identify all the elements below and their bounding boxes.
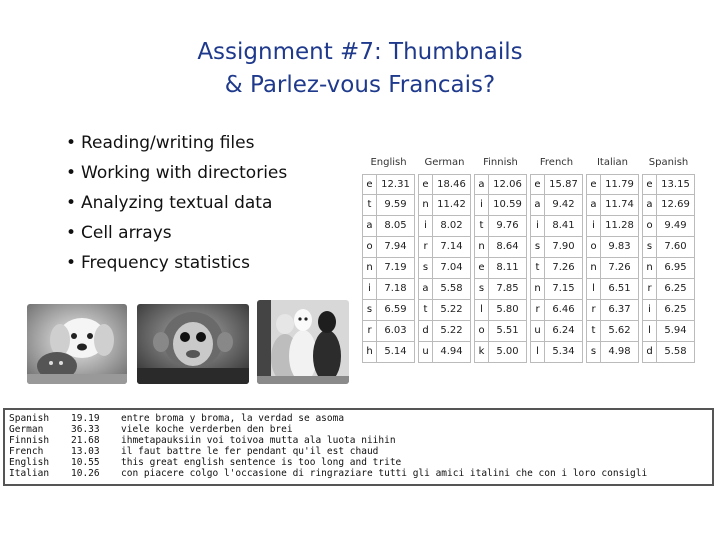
letter-cell: r (419, 237, 433, 257)
output-score: 13.03 (71, 446, 100, 457)
frequency-row (362, 216, 415, 237)
letter-cell: i (643, 300, 657, 320)
percent-cell: 9.59 (384, 199, 407, 210)
column-header: Finnish (483, 157, 518, 168)
letter-cell: r (531, 300, 545, 320)
output-language: Spanish (9, 413, 50, 424)
bullet-dot: • (66, 253, 77, 273)
frequency-row (586, 258, 639, 279)
percent-cell: 5.22 (440, 304, 463, 315)
letter-cell: e (363, 175, 377, 194)
frequency-row (642, 174, 695, 195)
percent-cell: 5.80 (496, 304, 519, 315)
percent-cell: 18.46 (437, 179, 466, 190)
output-language: Italian (9, 468, 50, 479)
output-row (9, 435, 708, 446)
output-language: Finnish (9, 435, 50, 446)
letter-cell: r (587, 300, 601, 320)
percent-cell: 5.94 (664, 325, 687, 336)
output-language: German (9, 424, 44, 435)
letter-cell: s (363, 300, 377, 320)
frequency-row (586, 279, 639, 300)
alpacas-image (257, 300, 349, 384)
frequency-row (362, 279, 415, 300)
output-language: French (9, 446, 44, 457)
percent-cell: 13.15 (661, 179, 690, 190)
frequency-row (362, 258, 415, 279)
letter-cell: n (587, 258, 601, 278)
percent-cell: 12.06 (493, 179, 522, 190)
bullet-item (66, 158, 287, 188)
puppy-kitten-image (27, 304, 127, 384)
bullet-text: Analyzing textual data (81, 193, 273, 213)
thumbnail-puppy-kitten (27, 304, 127, 384)
output-sentence: il faut battre le fer pendant qu'il est chaud (121, 446, 379, 457)
percent-cell: 11.74 (605, 199, 634, 210)
frequency-row (474, 300, 527, 321)
letter-cell: i (587, 216, 601, 236)
bullet-item (66, 248, 287, 278)
monkey-image (137, 304, 249, 384)
letter-cell: a (587, 195, 601, 215)
frequency-row (586, 237, 639, 258)
letter-cell: u (419, 342, 433, 362)
percent-cell: 7.26 (608, 262, 631, 273)
bullet-dot: • (66, 163, 77, 183)
output-score: 10.26 (71, 468, 100, 479)
percent-cell: 11.28 (605, 220, 634, 231)
frequency-row (530, 342, 583, 363)
frequency-row (642, 321, 695, 342)
output-sentence: ihmetapauksiin voi toivoa mutta ala luota niihin (121, 435, 396, 446)
column-header: French (539, 157, 574, 168)
output-score: 19.19 (71, 413, 100, 424)
percent-cell: 6.59 (384, 304, 407, 315)
output-row (9, 468, 708, 479)
letter-cell: t (419, 300, 433, 320)
percent-cell: 5.51 (496, 325, 519, 336)
output-row (9, 413, 708, 424)
frequency-row (362, 342, 415, 363)
bullet-text: Cell arrays (81, 223, 172, 243)
letter-cell: e (531, 175, 545, 194)
letter-cell: n (475, 237, 489, 257)
frequency-row (642, 300, 695, 321)
percent-cell: 7.15 (552, 283, 575, 294)
percent-cell: 8.11 (496, 262, 519, 273)
percent-cell: 8.41 (552, 220, 575, 231)
percent-cell: 5.14 (384, 346, 407, 357)
frequency-row (530, 300, 583, 321)
frequency-row (530, 237, 583, 258)
percent-cell: 4.94 (440, 346, 463, 357)
letter-cell: a (531, 195, 545, 215)
letter-cell: a (475, 175, 489, 194)
letter-cell: e (475, 258, 489, 278)
letter-cell: e (419, 175, 433, 194)
frequency-row (642, 279, 695, 300)
frequency-row (418, 258, 471, 279)
thumbnail-alpacas (257, 300, 349, 384)
frequency-column (530, 152, 583, 363)
frequency-row (418, 195, 471, 216)
output-sentence: entre broma y broma, la verdad se asoma (121, 413, 345, 424)
column-header: German (424, 157, 465, 168)
letter-cell: t (363, 195, 377, 215)
letter-cell: s (643, 237, 657, 257)
percent-cell: 5.58 (664, 346, 687, 357)
bullet-text: Working with directories (81, 163, 288, 183)
letter-cell: l (531, 342, 545, 362)
bullet-item (66, 188, 287, 218)
bullet-text: Reading/writing files (81, 133, 255, 153)
letter-cell: t (587, 321, 601, 341)
letter-cell: n (363, 258, 377, 278)
frequency-row (642, 342, 695, 363)
frequency-row (362, 300, 415, 321)
frequency-row (642, 258, 695, 279)
letter-cell: n (643, 258, 657, 278)
output-language: English (9, 457, 50, 468)
letter-cell: s (475, 279, 489, 299)
frequency-row (586, 216, 639, 237)
letter-cell: o (587, 237, 601, 257)
bullet-dot: • (66, 133, 77, 153)
percent-cell: 15.87 (549, 179, 578, 190)
percent-cell: 7.14 (440, 241, 463, 252)
percent-cell: 7.60 (664, 241, 687, 252)
frequency-row (474, 237, 527, 258)
frequency-row (642, 237, 695, 258)
output-sentence: this great english sentence is too long and trite (121, 457, 402, 468)
column-header: Italian (596, 157, 629, 168)
frequency-row (418, 300, 471, 321)
output-sentence: viele koche verderben den brei (121, 424, 293, 435)
frequency-row (530, 321, 583, 342)
frequency-row (362, 174, 415, 195)
percent-cell: 6.51 (608, 283, 631, 294)
percent-cell: 6.95 (664, 262, 687, 273)
frequency-row (418, 174, 471, 195)
percent-cell: 7.04 (440, 262, 463, 273)
frequency-row (474, 174, 527, 195)
output-score: 36.33 (71, 424, 100, 435)
frequency-row (474, 342, 527, 363)
language-detection-output (3, 408, 714, 486)
bullet-dot: • (66, 193, 77, 213)
output-score: 21.68 (71, 435, 100, 446)
percent-cell: 9.83 (608, 241, 631, 252)
frequency-row (530, 258, 583, 279)
frequency-row (474, 258, 527, 279)
percent-cell: 7.26 (552, 262, 575, 273)
thumbnail-monkey (137, 304, 249, 384)
percent-cell: 8.64 (496, 241, 519, 252)
title-line-1: Assignment #7: Thumbnails (197, 39, 523, 65)
letter-cell: o (363, 237, 377, 257)
title-line-2: & Parlez-vous Francais? (224, 72, 496, 98)
column-header: English (370, 157, 407, 168)
letter-cell: l (643, 321, 657, 341)
letter-cell: d (419, 321, 433, 341)
percent-cell: 12.31 (381, 179, 410, 190)
letter-cell: n (531, 279, 545, 299)
output-row (9, 457, 708, 468)
percent-cell: 9.49 (664, 220, 687, 231)
letter-cell: k (475, 342, 489, 362)
percent-cell: 8.05 (384, 220, 407, 231)
output-row (9, 446, 708, 457)
letter-cell: i (531, 216, 545, 236)
bullet-text: Frequency statistics (81, 253, 251, 273)
frequency-row (474, 279, 527, 300)
output-sentence: con piacere colgo l'occasione di ringraziare tutti gli amici italini che con i loro consigli (121, 468, 648, 479)
letter-cell: u (531, 321, 545, 341)
letter-cell: e (587, 175, 601, 194)
slide-title (0, 36, 720, 102)
frequency-row (418, 237, 471, 258)
letter-cell: t (475, 216, 489, 236)
percent-cell: 5.00 (496, 346, 519, 357)
frequency-row (362, 195, 415, 216)
frequency-row (418, 321, 471, 342)
frequency-row (362, 321, 415, 342)
percent-cell: 7.18 (384, 283, 407, 294)
frequency-row (586, 195, 639, 216)
frequency-row (586, 321, 639, 342)
frequency-row (642, 216, 695, 237)
frequency-column (418, 152, 471, 363)
letter-cell: n (419, 195, 433, 215)
frequency-row (418, 279, 471, 300)
percent-cell: 7.85 (496, 283, 519, 294)
frequency-row (530, 195, 583, 216)
percent-cell: 5.58 (440, 283, 463, 294)
percent-cell: 6.37 (608, 304, 631, 315)
column-header: Spanish (648, 157, 689, 168)
percent-cell: 4.98 (608, 346, 631, 357)
percent-cell: 10.59 (493, 199, 522, 210)
letter-cell: d (643, 342, 657, 362)
percent-cell: 7.94 (384, 241, 407, 252)
frequency-row (530, 174, 583, 195)
frequency-column (362, 152, 415, 363)
bullet-item (66, 218, 287, 248)
frequency-column (586, 152, 639, 363)
frequency-row (586, 174, 639, 195)
frequency-row (418, 342, 471, 363)
letter-cell: a (419, 279, 433, 299)
letter-cell: i (363, 279, 377, 299)
percent-cell: 5.22 (440, 325, 463, 336)
letter-cell: l (475, 300, 489, 320)
percent-cell: 11.79 (605, 179, 634, 190)
frequency-column (474, 152, 527, 363)
frequency-row (530, 279, 583, 300)
letter-cell: s (587, 342, 601, 362)
frequency-row (586, 300, 639, 321)
letter-cell: r (643, 279, 657, 299)
letter-cell: s (531, 237, 545, 257)
frequency-row (642, 195, 695, 216)
letter-cell: o (643, 216, 657, 236)
output-score: 10.55 (71, 457, 100, 468)
letter-cell: e (643, 175, 657, 194)
frequency-row (474, 195, 527, 216)
letter-frequency-table (362, 152, 695, 363)
bullet-dot: • (66, 223, 77, 243)
bullet-item (66, 128, 287, 158)
letter-cell: a (363, 216, 377, 236)
percent-cell: 8.02 (440, 220, 463, 231)
frequency-row (362, 237, 415, 258)
letter-cell: h (363, 342, 377, 362)
percent-cell: 11.42 (437, 199, 466, 210)
letter-cell: o (475, 321, 489, 341)
frequency-row (418, 216, 471, 237)
frequency-row (474, 321, 527, 342)
percent-cell: 5.34 (552, 346, 575, 357)
letter-cell: r (363, 321, 377, 341)
letter-cell: i (419, 216, 433, 236)
frequency-row (474, 216, 527, 237)
percent-cell: 5.62 (608, 325, 631, 336)
percent-cell: 7.90 (552, 241, 575, 252)
percent-cell: 12.69 (661, 199, 690, 210)
letter-cell: l (587, 279, 601, 299)
percent-cell: 9.76 (496, 220, 519, 231)
output-row (9, 424, 708, 435)
frequency-column (642, 152, 695, 363)
percent-cell: 6.24 (552, 325, 575, 336)
letter-cell: a (643, 195, 657, 215)
percent-cell: 6.46 (552, 304, 575, 315)
percent-cell: 6.25 (664, 304, 687, 315)
frequency-row (586, 342, 639, 363)
frequency-row (530, 216, 583, 237)
percent-cell: 6.25 (664, 283, 687, 294)
letter-cell: s (419, 258, 433, 278)
bullet-list (66, 128, 287, 278)
percent-cell: 9.42 (552, 199, 575, 210)
percent-cell: 6.03 (384, 325, 407, 336)
percent-cell: 7.19 (384, 262, 407, 273)
letter-cell: t (531, 258, 545, 278)
letter-cell: i (475, 195, 489, 215)
